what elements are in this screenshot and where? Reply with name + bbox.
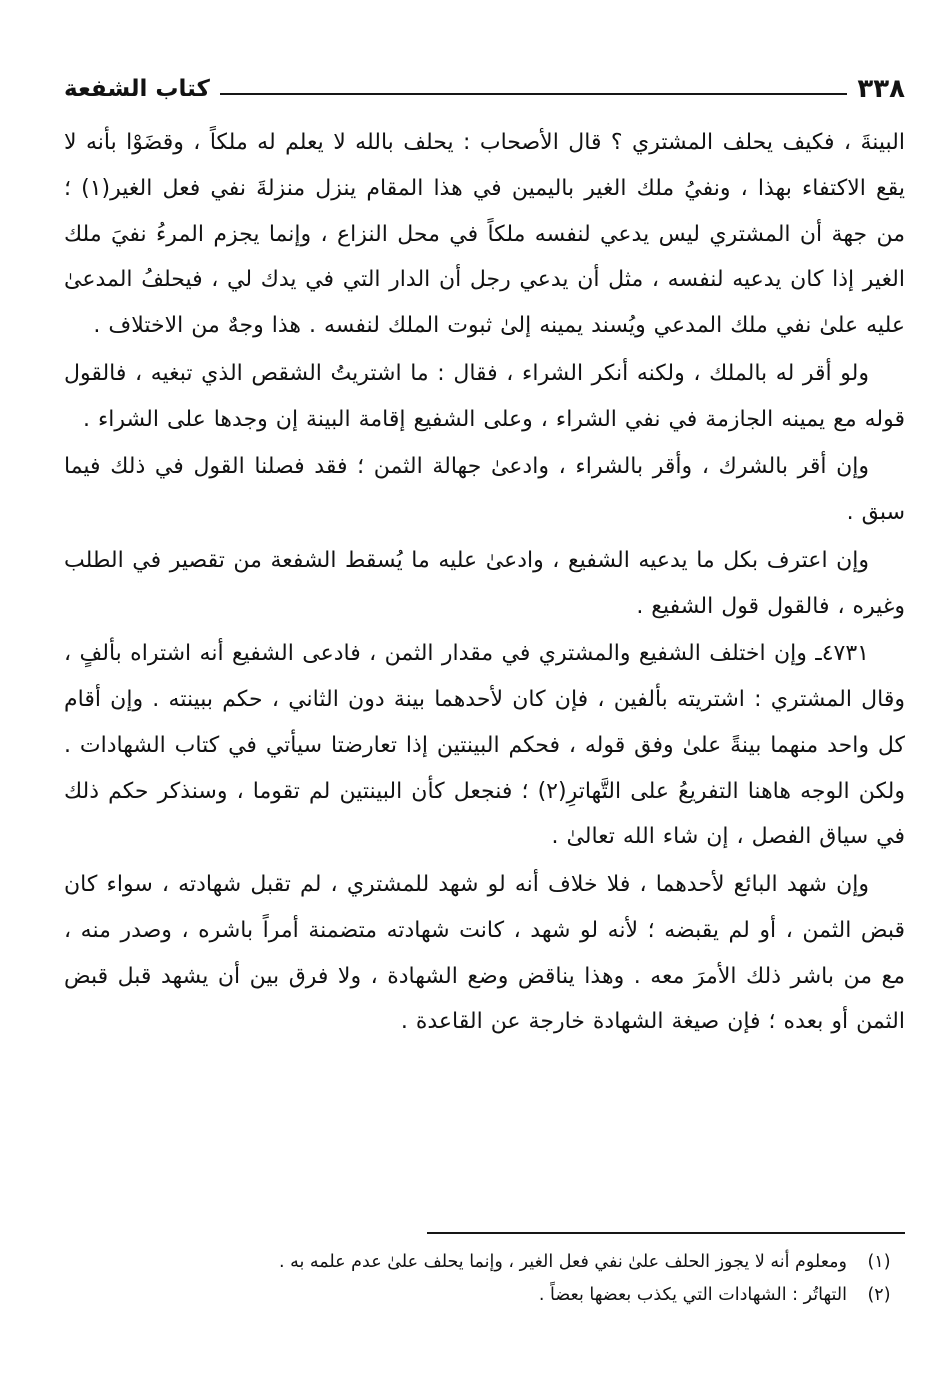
page-body <box>64 120 905 1045</box>
paragraph-6: وإن شهد البائع لأحدهما ، فلا خلاف أنه لو شهد للمشتري ، لم تقبل شهادته ، سواء كان قبض الثمن ، أو لم يقبضه ؛ لأنه لو شهد ، كانت شهادته متضمنة أمراً باشره ، وصدر منه ، مع من باشر ذلك الأمرَ معه . وهذا يناقض وضع الشهادة ، ولا فرق بين أن يشهد قبل قبض الثمن أو بعده ؛ فإن صيغة الشهادة خارجة عن القاعدة . <box>64 872 905 1035</box>
page-header <box>64 74 905 104</box>
footnote-separator-rule <box>427 1232 905 1234</box>
footnote-1-marker: (١) <box>867 1251 891 1272</box>
paragraph-1: البينةَ ، فكيف يحلف المشتري ؟ قال الأصحاب : يحلف بالله لا يعلم له ملكاً ، وقضَوْا بأنه لا يقع الاكتفاء بهذا ، ونفيُ ملك الغير باليمين في هذا المقام ينزل منزلةَ نفي فعل الغير(١) ؛ من جهة أن المشتري ليس يدعي لنفسه ملكاً في محل النزاع ، وإنما يجزم المرءُ نفيَ ملك الغير إذا كان يدعيه لنفسه ، مثل أن يدعي رجل أن الدار التي في يدك لي ، فيحلفُ المدعىٰ عليه علىٰ نفي ملك المدعي ويُسند يمينه إلىٰ ثبوت الملك لنفسه . هذا وجهٌ من الاختلاف . <box>64 130 905 338</box>
paragraph-3: وإن أقر بالشرك ، وأقر بالشراء ، وادعىٰ جهالة الثمن ؛ فقد فصلنا القول في ذلك فيما سبق . <box>64 454 905 525</box>
book-title: كتاب الشفعة <box>64 76 210 102</box>
footnotes-section <box>64 1232 905 1313</box>
page-number: ٣٣٨ <box>857 74 905 104</box>
footnote-2-marker: (٢) <box>867 1284 891 1305</box>
footnote-1-text: ومعلوم أنه لا يجوز الحلف علىٰ نفي فعل الغير ، وإنما يحلف علىٰ عدم علمه به . <box>278 1251 847 1272</box>
header-rule <box>220 93 847 95</box>
paragraph-2: ولو أقر له بالملك ، ولكنه أنكر الشراء ، فقال : ما اشتريتُ الشقص الذي تبغيه ، فالقول قوله مع يمينه الجازمة في نفي الشراء ، وعلى الشفيع إقامة البينة إن وجدها على الشراء . <box>64 360 905 432</box>
paragraph-4: وإن اعترف بكل ما يدعيه الشفيع ، وادعىٰ عليه ما يُسقط الشفعة من تقصير في الطلب وغيره ، فالقول قول الشفيع . <box>64 547 905 619</box>
footnote-1 <box>64 1246 905 1279</box>
paragraph-5: ٤٧٣١ـ وإن اختلف الشفيع والمشتري في مقدار الثمن ، فادعى الشفيع أنه اشتراه بألفٍ ، وقال المشتري : اشتريته بألفين ، فإن كان لأحدهما بينة دون الثاني ، حكم ببينته . وإن أقام كل واحد منهما بينةً علىٰ وفق قوله ، فحكم البينتين إذا تعارضتا سيأتي في كتاب الشهادات . ولكن الوجه هاهنا التفريعُ على التَّهاترِ(٢) ؛ فنجعل كأن البينتين لم تقوما ، وسنذكر حكم ذلك في سياق الفصل ، إن شاء الله تعالىٰ . <box>64 641 905 850</box>
footnote-2 <box>64 1279 905 1312</box>
footnote-2-text: التهاتُر : الشهادات التي يكذب بعضها بعضاً . <box>538 1284 847 1305</box>
